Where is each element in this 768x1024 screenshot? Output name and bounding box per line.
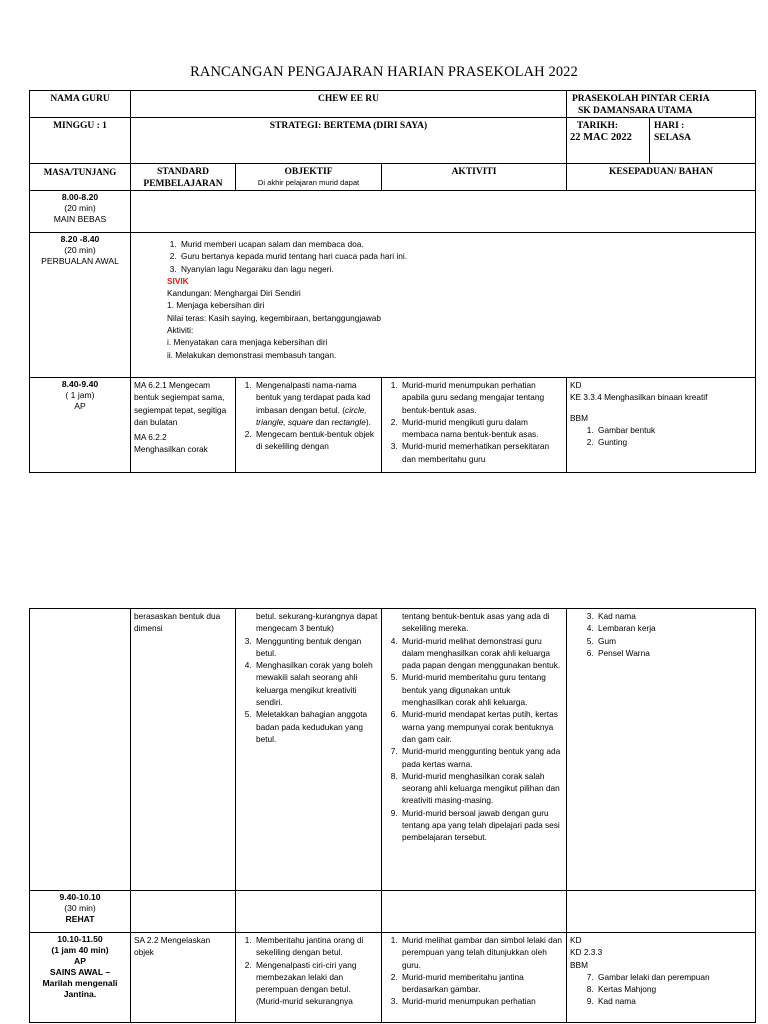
cont-aktiviti <box>382 609 567 891</box>
time: 8.40-9.40 <box>61 379 99 389</box>
shapes-italic: circle, triangle, square <box>256 404 367 427</box>
cont-objektif <box>236 609 382 891</box>
hari-cell <box>650 118 755 163</box>
bbm-label: BBM <box>570 412 588 423</box>
list-item: 2. Guru bertanya kepada murid tentang hari cuaca pada hari ini. <box>179 250 755 262</box>
list-item: 8. Kertas Mahjong <box>596 983 752 995</box>
tarikh-cell <box>567 118 650 163</box>
duration: ( 1 jam) <box>65 390 95 400</box>
lesson-plan-table-page2 <box>29 608 756 1023</box>
nama-guru-value: CHEW EE RU <box>131 91 567 118</box>
ap-objektif <box>236 378 382 473</box>
list-item: 7. Gambar lelaki dan perempuan <box>596 971 752 983</box>
list-item: 3. Nyanyian lagu Negaraku dan lagu negeri. <box>179 263 755 275</box>
tarikh-value: 22 MAC 2022 <box>570 132 632 143</box>
time: 8.20 -8.40 <box>60 234 100 244</box>
cont-standard: berasaskan bentuk dua dimensi <box>131 609 236 891</box>
cont-kesepaduan <box>567 609 756 891</box>
session-ap: AP <box>74 956 86 966</box>
list-item: 1. Murid memberi ucapan salam dan membaca doa. <box>179 238 755 250</box>
duration: (30 min) <box>64 903 96 913</box>
list-item: 2. Mengenalpasti ciri-ciri yang membezakan lelaki dan perempuan dengan betul. (Murid-murid sekurangnya <box>254 959 378 1008</box>
tarikh-label: TARIKH: <box>577 121 618 131</box>
list-item: 3. Kad nama <box>596 610 752 622</box>
list-item: 8. Murid-murid menghasilkan corak salah seorang ahli keluarga mengikut pilihan dan kreativiti masing-masing. <box>400 770 563 807</box>
list-item: 2. Murid-murid mengikuti guru dalam membaca nama bentuk-bentuk asas. <box>400 416 563 441</box>
list-item: 5. Gum <box>596 635 752 647</box>
list-item: 1. Gambar bentuk <box>596 424 752 436</box>
kd-label: KD <box>570 380 582 390</box>
list-item: 9. Murid-murid bersoal jawab dengan guru tentang apa yang telah dipelajari pada sesi pembelajaran tersebut. <box>400 807 563 844</box>
ap-standard <box>131 378 236 473</box>
minggu-label: MINGGU : 1 <box>30 118 131 164</box>
perbualan-list <box>167 238 755 275</box>
nilai-teras: Nilai teras: Kasih saying, kegembiraan, bertanggungjawab <box>167 312 382 323</box>
lesson-plan-table-page1 <box>29 90 756 473</box>
shape-italic: rectangle <box>331 416 366 427</box>
bbm-list <box>570 610 752 659</box>
list-item: 6. Pensel Warna <box>596 647 752 659</box>
bbm-label: BBM <box>570 959 588 970</box>
date-day-cell <box>567 118 756 164</box>
list-item: 1. Murid-murid menumpukan perhatian apabila guru sedang mengajar tentang bentuk-bentuk asas. <box>400 379 563 416</box>
col-objektif <box>236 164 382 191</box>
objektif-cont: betul. sekurang-kurangnya dapat mengecam 3 bentuk) <box>256 611 378 634</box>
list-item: 4. Lembaran kerja <box>596 622 752 634</box>
list-item: 4. Murid-murid melihat demonstrasi guru dalam menghasilkan corak ahli keluarga pada papan dengan menggunakan bentuk. <box>400 635 563 672</box>
col-objektif-sub: Di akhir pelajaran murid dapat <box>257 178 360 187</box>
paren: ( <box>342 404 346 415</box>
list-item: 9. Kad nama <box>596 995 752 1007</box>
sains-objektif <box>236 933 382 1023</box>
session-name: Jantina. <box>63 989 97 999</box>
list-item: 3. Murid-murid menumpukan perhatian <box>400 995 563 1007</box>
sains-standard: SA 2.2 Mengelaskan objek <box>131 933 236 1023</box>
rehat-kesepaduan <box>567 891 756 933</box>
aktiviti-ii: ii. Melakukan demonstrasi membasuh tangan. <box>167 349 337 360</box>
list-item: 3. Murid-murid memerhatikan persekitaran dan memberitahu guru <box>400 440 563 465</box>
hari-value: SELASA <box>654 133 691 143</box>
session-name: PERBUALAN AWAL <box>41 256 119 266</box>
sivik-heading: SIVIK <box>167 275 189 286</box>
list-item: 2. Murid-murid memberitahu jantina berdasarkan gambar. <box>400 971 563 996</box>
list-item: 3. Menggunting bentuk dengan betul. <box>254 635 378 660</box>
strategi: STRATEGI: BERTEMA (DIRI SAYA) <box>131 118 567 164</box>
objektif-text: dan <box>313 416 332 427</box>
col-objektif-label: OBJEKTIF <box>284 167 333 177</box>
aktiviti-cont: tentang bentuk-bentuk asas yang ada di sekeliling mereka. <box>402 611 550 634</box>
list-item: 6. Murid-murid mendapat kertas putih, kertas warna yang mempunyai corak bentuknya dan gam cair. <box>400 708 563 745</box>
objektif-text: Mengenalpasti nama-nama bentuk yang terdapat pada kad imbasan dengan betul. <box>256 380 371 415</box>
session-name: Marilah mengenali <box>42 978 118 988</box>
list-item: 5. Meletakkan bahagian anggota badan pada kedudukan yang betul. <box>254 708 378 745</box>
list-item: 5. Murid-murid memberitahu guru tentang bentuk yang digunakan untuk menghasilkan corak ahli keluarga. <box>400 671 563 708</box>
col-standard: STANDARD PEMBELAJARAN <box>131 164 236 191</box>
time: 10.10-11.50 <box>57 934 103 944</box>
time: 9.40-10.10 <box>59 892 101 902</box>
duration: (20 min) <box>64 245 96 255</box>
perbualan-content <box>131 233 756 378</box>
col-aktiviti: AKTIVITI <box>382 164 567 191</box>
rehat-aktiviti <box>382 891 567 933</box>
session-name: AP <box>74 401 86 411</box>
kd-value: KE 3.3.4 Menghasilkan binaan kreatif <box>570 392 708 403</box>
sains-aktiviti <box>382 933 567 1023</box>
page-title: RANCANGAN PENGAJARAN HARIAN PRASEKOLAH 2022 <box>190 64 578 80</box>
kd-value: KD 2.3.3 <box>570 947 603 958</box>
time: 8.00-8.20 <box>61 192 99 202</box>
list-item: 1. Murid melihat gambar dan simbol lelaki dan perempuan yang telah ditunjukkan oleh guru. <box>400 934 563 971</box>
session-name: REHAT <box>65 914 95 924</box>
paren: ). <box>365 416 371 427</box>
list-item: 4. Menghasilkan corak yang boleh mewakili salah seorang ahli keluarga mengikut kreativiti sendiri. <box>254 659 378 708</box>
list-item: 7. Murid-murid menggunting bentuk yang ada pada kertas warna. <box>400 745 563 770</box>
kd-label: KD <box>570 935 582 945</box>
list-item <box>254 379 378 428</box>
masa-main-bebas <box>30 191 131 233</box>
kandungan-item: 1. Menjaga kebersihan diri <box>167 300 265 311</box>
nama-guru-label: NAMA GURU <box>30 91 131 118</box>
list-item: 2. Gunting <box>596 436 752 448</box>
school-name: PRASEKOLAH PINTAR CERIA <box>572 94 710 104</box>
masa-ap <box>30 378 131 473</box>
bbm-list <box>570 424 752 449</box>
duration: (20 min) <box>64 203 96 213</box>
col-kesepaduan: KESEPADUAN/ BAHAN <box>567 164 756 191</box>
masa-rehat <box>30 891 131 933</box>
main-bebas-content <box>131 191 756 233</box>
session-name: MAIN BEBAS <box>53 214 107 224</box>
col-masa: MASA/TUNJANG <box>30 164 131 191</box>
standard-text: Menghasilkan corak <box>134 444 208 455</box>
masa-sains <box>30 933 131 1023</box>
sains-kesepaduan <box>567 933 756 1023</box>
session-name: SAINS AWAL – <box>49 967 111 977</box>
bbm-list <box>570 971 752 1008</box>
standard-text: MA 6.2.1 Mengecam bentuk segiempat sama, segiempat tepat, segitiga dan bulatan <box>134 380 227 427</box>
rehat-standard <box>131 891 236 933</box>
masa-cont <box>30 609 131 891</box>
school-cell <box>567 91 756 118</box>
hari-label: HARI : <box>654 121 685 131</box>
masa-perbualan <box>30 233 131 378</box>
aktiviti-i: i. Menyatakan cara menjaga kebersihan diri <box>167 337 328 348</box>
ap-aktiviti <box>382 378 567 473</box>
list-item: 2. Mengecam bentuk-bentuk objek di sekeliling dengan <box>254 428 378 453</box>
rehat-objektif <box>236 891 382 933</box>
duration: (1 jam 40 min) <box>51 945 109 955</box>
standard-code: MA 6.2.2 <box>134 432 167 443</box>
school-location: SK DAMANSARA UTAMA <box>578 106 693 116</box>
list-item: 1. Memberitahu jantina orang di sekeliling dengan betul. <box>254 934 378 959</box>
kandungan: Kandungan: Menghargai Diri Sendiri <box>167 288 301 299</box>
ap-kesepaduan <box>567 378 756 473</box>
aktiviti-label: Aktiviti: <box>167 325 194 336</box>
